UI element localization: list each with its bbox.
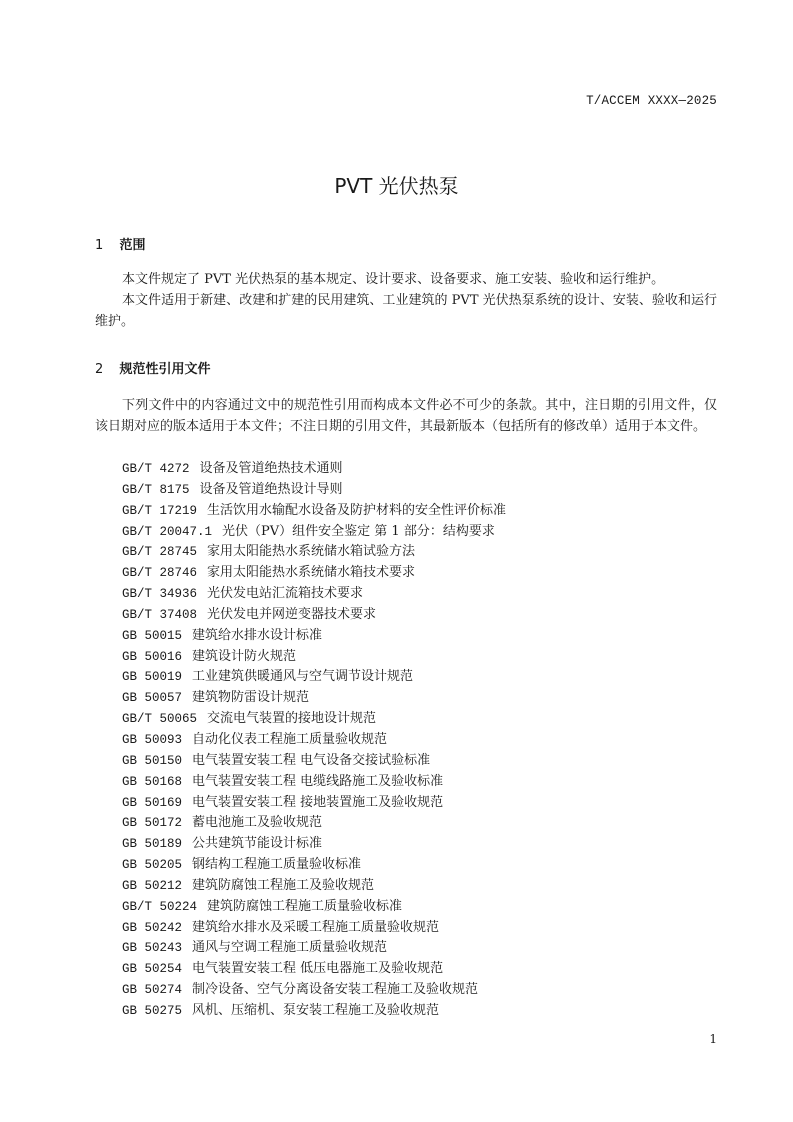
reference-item bbox=[122, 480, 506, 501]
reference-title: 钢结构工程施工质量验收标准 bbox=[192, 857, 362, 873]
section-number: 2 bbox=[95, 362, 104, 377]
reference-title: 蓄电池施工及验收规范 bbox=[192, 815, 323, 831]
reference-item bbox=[122, 855, 506, 876]
reference-code: GB 50093 bbox=[122, 732, 183, 747]
scope-paragraph-2: 本文件适用于新建、改建和扩建的民用建筑、工业建筑的 PVT 光伏热泵系统的设计、安装、验收和运行维护。 bbox=[95, 293, 717, 329]
reference-code: GB/T 4272 bbox=[122, 462, 190, 476]
section-title: 规范性引用文件 bbox=[119, 362, 211, 377]
reference-code: GB 50150 bbox=[122, 753, 183, 768]
reference-item bbox=[122, 667, 506, 688]
reference-item bbox=[122, 980, 506, 1001]
reference-title: 电气装置安装工程 电气设备交接试验标准 bbox=[192, 752, 431, 768]
reference-code: GB 50212 bbox=[122, 878, 183, 893]
reference-code: GB/T 34936 bbox=[122, 587, 198, 602]
reference-item bbox=[122, 876, 506, 897]
reference-item bbox=[122, 834, 506, 855]
reference-title: 生活饮用水输配水设备及防护材料的安全性评价标准 bbox=[207, 502, 507, 518]
reference-item bbox=[122, 459, 506, 480]
reference-item bbox=[122, 542, 506, 563]
reference-item bbox=[122, 730, 506, 751]
section-heading-normative-references bbox=[95, 358, 211, 377]
reference-item bbox=[122, 626, 506, 647]
reference-title: 风机、压缩机、泵安装工程施工及验收规范 bbox=[192, 1002, 440, 1018]
reference-title: 光伏（PV）组件安全鉴定 第 1 部分：结构要求 bbox=[222, 523, 495, 539]
reference-title: 通风与空调工程施工质量验收规范 bbox=[192, 940, 388, 956]
section-number: 1 bbox=[95, 238, 104, 253]
reference-title: 设备及管道绝热设计导则 bbox=[199, 481, 343, 497]
reference-title: 工业建筑供暖通风与空气调节设计规范 bbox=[192, 669, 414, 685]
document-title: PVT 光伏热泵 bbox=[334, 174, 459, 198]
reference-title: 建筑防腐蚀工程施工质量验收标准 bbox=[207, 898, 403, 914]
reference-code: GB 50242 bbox=[122, 920, 183, 935]
reference-item bbox=[122, 563, 506, 584]
reference-title: 家用太阳能热水系统储水箱技术要求 bbox=[207, 565, 416, 581]
reference-item bbox=[122, 918, 506, 939]
reference-title: 电气装置安装工程 电缆线路施工及验收标准 bbox=[192, 773, 444, 789]
reference-code: GB 50243 bbox=[122, 941, 183, 956]
reference-item bbox=[122, 584, 506, 605]
reference-code: GB/T 28745 bbox=[122, 545, 198, 560]
reference-code: GB 50275 bbox=[122, 1003, 183, 1018]
reference-title: 光伏发电并网逆变器技术要求 bbox=[207, 606, 377, 622]
reference-title: 建筑防腐蚀工程施工及验收规范 bbox=[192, 877, 375, 893]
reference-item bbox=[122, 813, 506, 834]
reference-item bbox=[122, 897, 506, 918]
reference-code: GB 50274 bbox=[122, 983, 183, 998]
reference-title: 光伏发电站汇流箱技术要求 bbox=[207, 586, 364, 602]
reference-title: 交流电气装置的接地设计规范 bbox=[207, 711, 377, 727]
reference-item bbox=[122, 772, 506, 793]
reference-item bbox=[122, 647, 506, 668]
reference-title: 电气装置安装工程 接地装置施工及验收规范 bbox=[192, 794, 444, 810]
standard-number: T/ACCEM XXXX—2025 bbox=[586, 94, 717, 108]
reference-code: GB 50015 bbox=[122, 628, 183, 643]
references-intro-paragraph: 下列文件中的内容通过文中的规范性引用而构成本文件必不可少的条款。其中，注日期的引用文件，仅该日期对应的版本适用于本文件；不注日期的引用文件，其最新版本（包括所有的修改单）适用于本文件。 bbox=[95, 398, 717, 434]
scope-paragraph-1: 本文件规定了 PVT 光伏热泵的基本规定、设计要求、设备要求、施工安装、验收和运行维护。 bbox=[122, 272, 665, 287]
reference-code: GB 50019 bbox=[122, 670, 183, 685]
reference-item bbox=[122, 959, 506, 980]
page-number: 1 bbox=[709, 1032, 717, 1046]
reference-title: 自动化仪表工程施工质量验收规范 bbox=[192, 731, 388, 747]
section-title: 范围 bbox=[119, 238, 146, 253]
section-heading-scope bbox=[95, 234, 146, 253]
reference-title: 制冷设备、空气分离设备安装工程施工及验收规范 bbox=[192, 982, 479, 998]
reference-title: 建筑给水排水及采暖工程施工质量验收规范 bbox=[192, 919, 440, 935]
reference-item bbox=[122, 938, 506, 959]
reference-code: GB/T 17219 bbox=[122, 503, 198, 518]
reference-code: GB 50172 bbox=[122, 816, 183, 831]
reference-code: GB/T 50224 bbox=[122, 899, 198, 914]
reference-item bbox=[122, 688, 506, 709]
reference-item bbox=[122, 501, 506, 522]
reference-code: GB/T 28746 bbox=[122, 566, 198, 581]
reference-title: 电气装置安装工程 低压电器施工及验收规范 bbox=[192, 961, 444, 977]
reference-code: GB 50254 bbox=[122, 962, 183, 977]
reference-code: GB 50189 bbox=[122, 837, 183, 852]
reference-list bbox=[122, 459, 506, 1022]
reference-item bbox=[122, 522, 506, 543]
reference-item bbox=[122, 793, 506, 814]
reference-code: GB 50057 bbox=[122, 691, 183, 706]
reference-item bbox=[122, 605, 506, 626]
reference-title: 建筑设计防火规范 bbox=[192, 648, 297, 664]
reference-code: GB 50016 bbox=[122, 649, 183, 664]
reference-code: GB/T 8175 bbox=[122, 482, 190, 497]
reference-code: GB/T 37408 bbox=[122, 607, 198, 622]
reference-item bbox=[122, 1001, 506, 1022]
reference-title: 设备及管道绝热技术通则 bbox=[199, 461, 343, 476]
reference-title: 建筑物防雷设计规范 bbox=[192, 690, 310, 706]
reference-title: 家用太阳能热水系统储水箱试验方法 bbox=[207, 544, 416, 560]
reference-code: GB/T 20047.1 bbox=[122, 524, 213, 539]
reference-code: GB 50169 bbox=[122, 795, 183, 810]
reference-code: GB 50168 bbox=[122, 774, 183, 789]
reference-code: GB 50205 bbox=[122, 858, 183, 873]
reference-title: 公共建筑节能设计标准 bbox=[192, 836, 323, 852]
reference-title: 建筑给水排水设计标准 bbox=[192, 627, 323, 643]
reference-item bbox=[122, 709, 506, 730]
reference-item bbox=[122, 751, 506, 772]
reference-code: GB/T 50065 bbox=[122, 712, 198, 727]
